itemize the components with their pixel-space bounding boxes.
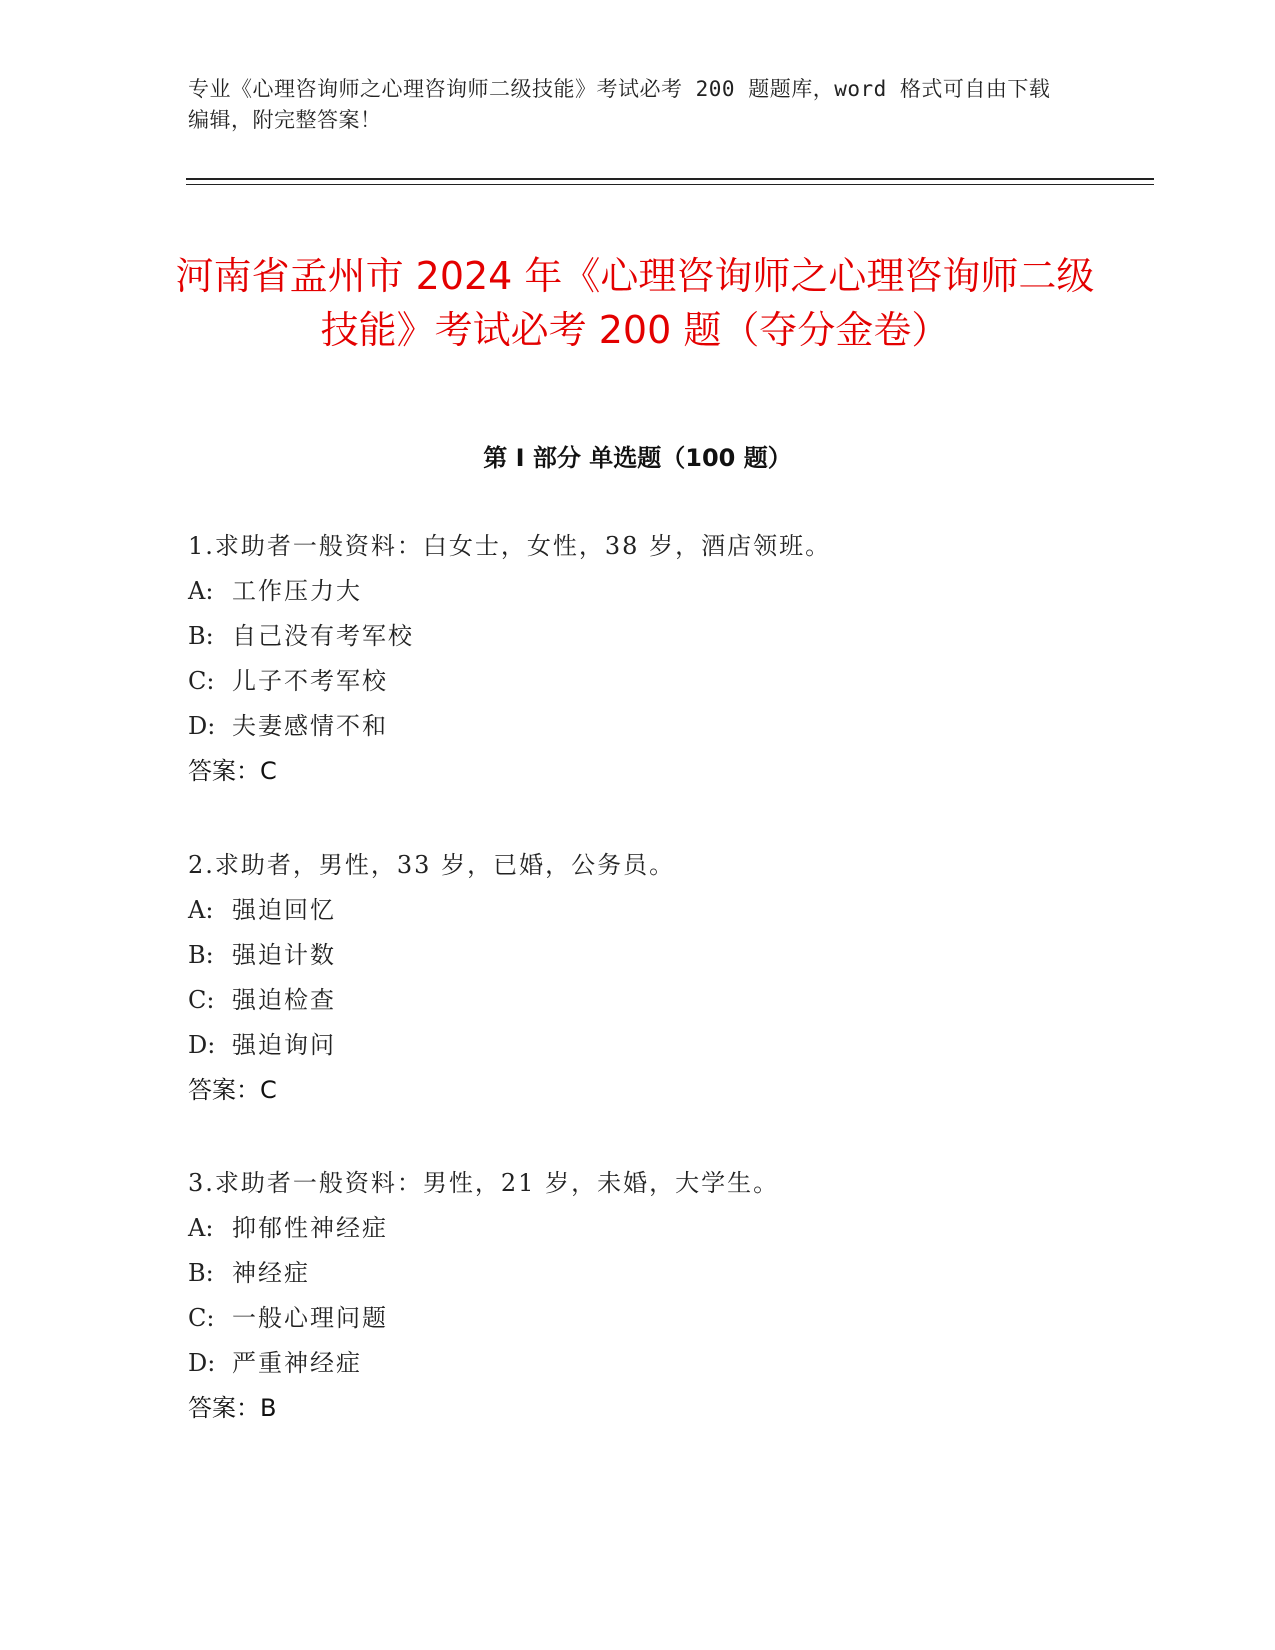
answer-label: 答案： [188, 1076, 260, 1104]
option-d [188, 1023, 1088, 1068]
question-stem: 2.求助者，男性，33 岁，已婚，公务员。 [188, 851, 676, 879]
option-b [188, 933, 1088, 978]
answer-line [188, 1386, 1088, 1431]
option-text: 强迫询问 [232, 1031, 336, 1059]
option-letter: C: [188, 667, 215, 695]
document-title: 河南省孟州市 2024 年《心理咨询师之心理咨询师二级技能》考试必考 200 题（夺分金卷） [175, 254, 1095, 353]
answer-label: 答案： [188, 1394, 260, 1422]
answer-value: B [260, 1394, 277, 1422]
option-text: 严重神经症 [232, 1349, 362, 1377]
option-text: 抑郁性神经症 [232, 1214, 388, 1242]
answer-line [188, 749, 1088, 794]
option-letter: C: [188, 986, 215, 1014]
option-b [188, 614, 1088, 659]
header-note: 专业《心理咨询师之心理咨询师二级技能》考试必考 200 题题库，word 格式可自由下载编辑，附完整答案！ [188, 77, 1051, 132]
option-letter: B: [188, 1259, 214, 1287]
option-letter: D: [188, 1349, 216, 1377]
header-divider-thin [186, 184, 1154, 185]
option-a [188, 1206, 1088, 1251]
answer-value: C [260, 757, 277, 785]
option-text: 夫妻感情不和 [232, 712, 388, 740]
option-letter: A: [188, 1214, 214, 1242]
option-d [188, 1341, 1088, 1386]
answer-line [188, 1068, 1088, 1113]
option-a [188, 569, 1088, 614]
option-letter: D: [188, 1031, 216, 1059]
question-stem: 3.求助者一般资料：男性，21 岁，未婚，大学生。 [188, 1169, 780, 1197]
option-text: 神经症 [232, 1259, 310, 1287]
answer-label: 答案： [188, 757, 260, 785]
option-letter: C: [188, 1304, 215, 1332]
option-letter: A: [188, 896, 214, 924]
question-block [188, 1161, 1088, 1431]
option-letter: D: [188, 712, 216, 740]
option-letter: A: [188, 577, 214, 605]
option-text: 强迫检查 [232, 986, 336, 1014]
option-c [188, 978, 1088, 1023]
option-text: 一般心理问题 [232, 1304, 388, 1332]
option-letter: B: [188, 941, 214, 969]
option-d [188, 704, 1088, 749]
option-text: 工作压力大 [232, 577, 362, 605]
question-stem: 1.求助者一般资料：白女士，女性，38 岁，酒店领班。 [188, 532, 832, 560]
option-b [188, 1251, 1088, 1296]
question-block [188, 843, 1088, 1113]
option-text: 强迫回忆 [232, 896, 336, 924]
option-text: 强迫计数 [232, 941, 336, 969]
section-heading: 第 I 部分 单选题（100 题） [483, 444, 792, 472]
header-divider-thick [186, 178, 1154, 180]
option-c [188, 1296, 1088, 1341]
option-c [188, 659, 1088, 704]
question-block [188, 524, 1088, 794]
option-a [188, 888, 1088, 933]
option-text: 自己没有考军校 [232, 622, 414, 650]
option-letter: B: [188, 622, 214, 650]
answer-value: C [260, 1076, 277, 1104]
option-text: 儿子不考军校 [232, 667, 388, 695]
